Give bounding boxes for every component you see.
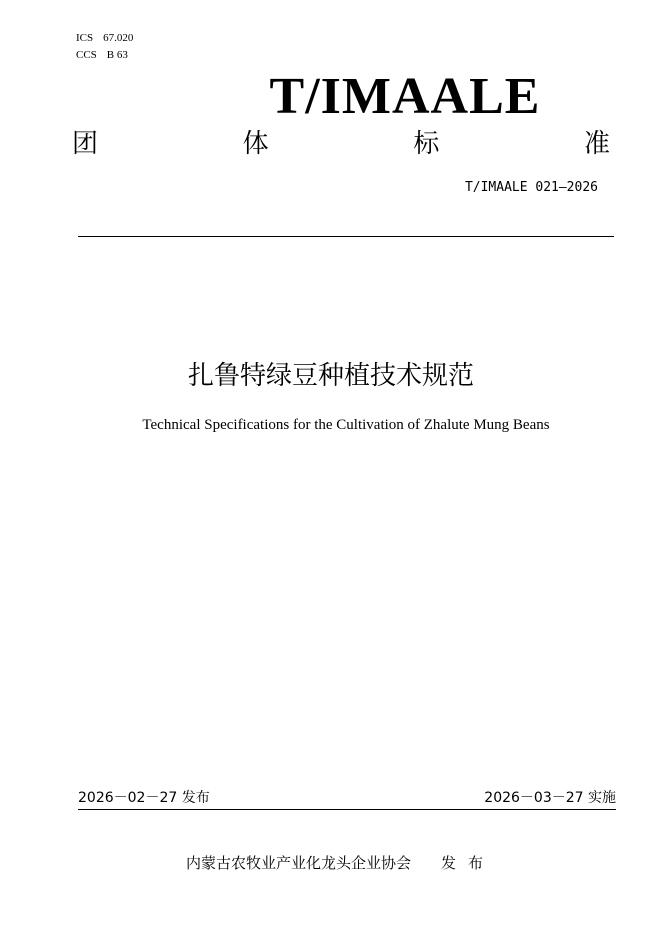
ics-code: 67.020 bbox=[103, 32, 134, 44]
title-english: Technical Specifications for the Cultivation of Zhalute Mung Beans bbox=[142, 417, 550, 433]
header-divider bbox=[78, 236, 614, 237]
ics-line bbox=[76, 31, 133, 45]
issuer-name: 内蒙古农牧业产业化龙头企业协会 bbox=[186, 854, 412, 872]
standard-type bbox=[72, 127, 610, 161]
ccs-code: B 63 bbox=[106, 49, 128, 61]
publish-date: 2026－02－27 发布 bbox=[78, 790, 210, 806]
ccs-line bbox=[76, 48, 128, 62]
standard-number: T/IMAALE 021—2026 bbox=[464, 180, 598, 195]
standard-type-char: 标 bbox=[413, 129, 440, 159]
standard-type-char: 团 bbox=[72, 129, 99, 159]
standard-type-char: 准 bbox=[583, 129, 610, 159]
issuer-line bbox=[186, 852, 495, 874]
implement-date: 2026－03－27 实施 bbox=[484, 790, 616, 806]
issue-word: 发布 bbox=[441, 854, 496, 872]
standard-type-char: 体 bbox=[242, 129, 269, 159]
footer-divider bbox=[78, 809, 616, 810]
ics-label: ICS bbox=[76, 32, 94, 44]
title-chinese: 扎鲁特绿豆种植技术规范 bbox=[187, 361, 474, 391]
ccs-label: CCS bbox=[76, 49, 97, 61]
organization-mark: T/IMAALE bbox=[269, 68, 541, 125]
